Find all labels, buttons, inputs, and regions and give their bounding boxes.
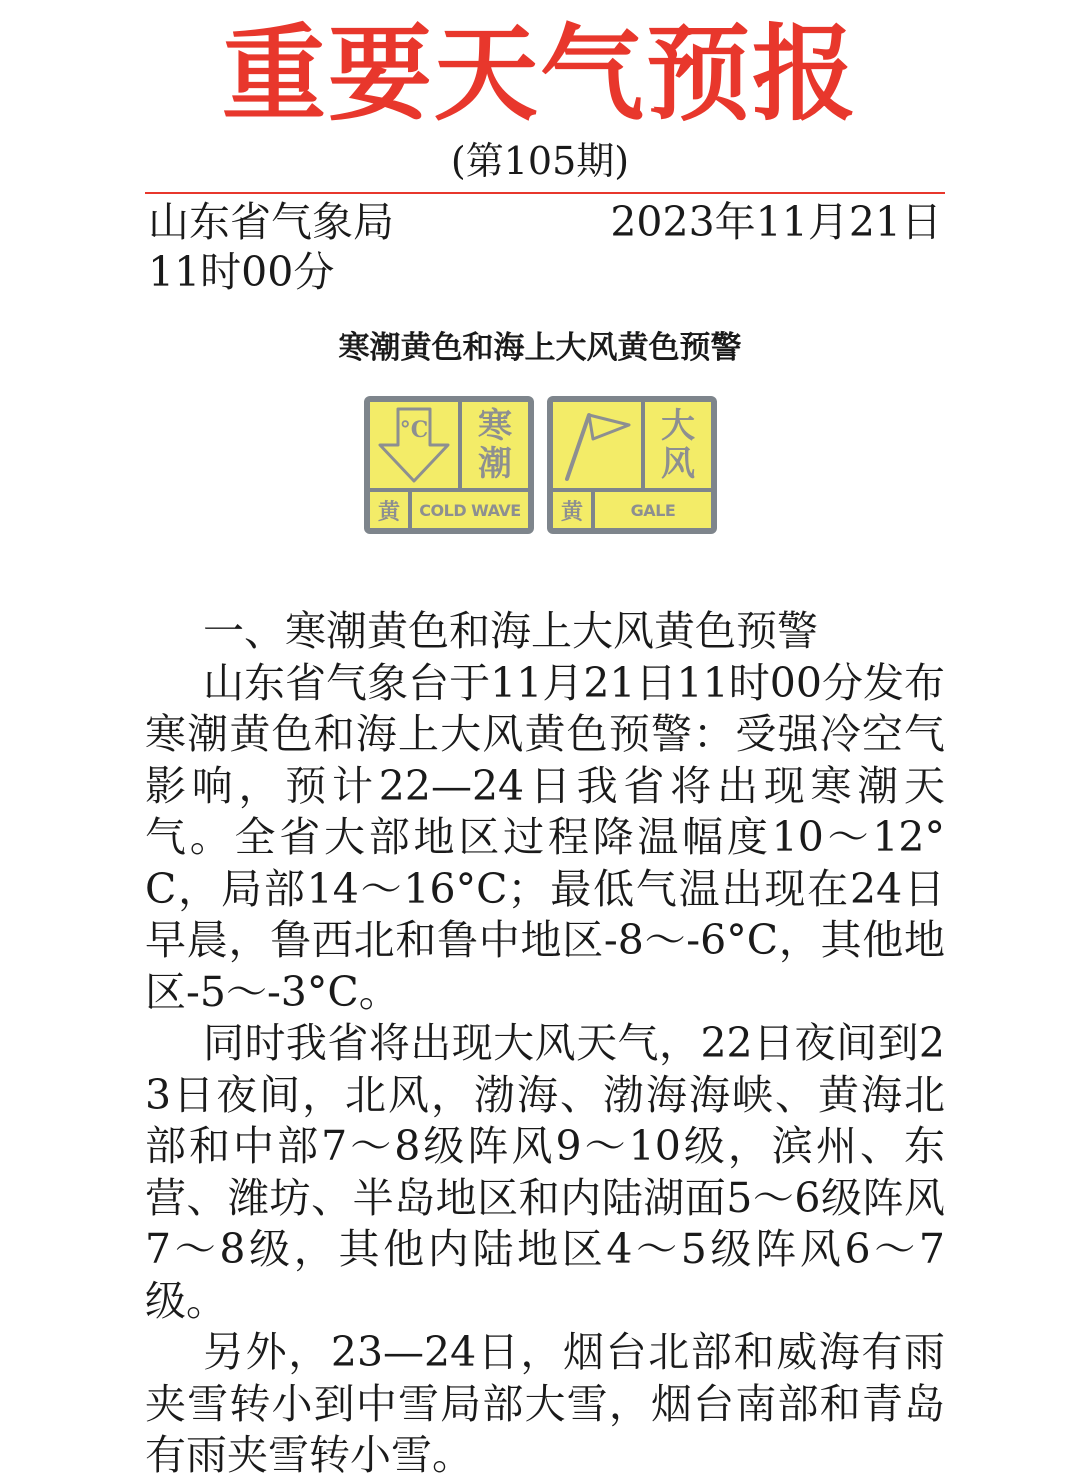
cold-wave-warning-sign xyxy=(364,396,534,534)
body-paragraph-1: 山东省气象台于11月21日11时00分发布寒潮黄色和海上大风黄色预警：受强冷空气影响，预计22—24日我省将出现寒潮天气。全省大部地区过程降温幅度10～12°C，局部14～16°C；最低气温出现在24日早晨，鲁西北和鲁中地区-8～-6°C，其他地区-5～-3°C。 xyxy=(145,658,945,1016)
issuing-agency: 山东省气象局 xyxy=(148,198,394,246)
temperature-down-arrow-icon xyxy=(370,402,458,488)
wind-flag-icon xyxy=(553,402,641,488)
masthead-divider xyxy=(145,192,945,194)
gale-name-line1: 大 xyxy=(661,406,695,446)
cold-wave-level: 黄 xyxy=(370,492,408,528)
issue-number: (第105期) xyxy=(450,139,630,183)
gale-warning-sign xyxy=(547,396,717,534)
cold-wave-name-line1: 寒 xyxy=(478,406,512,446)
cold-wave-name xyxy=(462,402,528,488)
gale-level: 黄 xyxy=(553,492,591,528)
degree-celsius-label: °C xyxy=(399,417,429,443)
forecast-body xyxy=(145,606,945,1482)
issue-time: 11时00分 xyxy=(148,248,335,296)
gale-english-label: GALE xyxy=(595,492,711,528)
section-title: 一、寒潮黄色和海上大风黄色预警 xyxy=(203,607,818,655)
cold-wave-name-line2: 潮 xyxy=(478,444,512,484)
body-paragraph-3: 另外，23—24日，烟台北部和威海有雨夹雪转小到中雪局部大雪，烟台南部和青岛有雨夹雪转小雪。 xyxy=(145,1328,945,1479)
gale-name-line2: 风 xyxy=(661,444,695,484)
gale-name xyxy=(645,402,711,488)
issue-date: 2023年11月21日 xyxy=(610,198,942,246)
cold-wave-english-label: COLD WAVE xyxy=(412,492,528,528)
warning-heading: 寒潮黄色和海上大风黄色预警 xyxy=(338,330,742,366)
masthead-title: 重要天气预报 xyxy=(221,13,858,135)
body-paragraph-2: 同时我省将出现大风天气，22日夜间到23日夜间，北风，渤海、渤海海峡、黄海北部和中部7～8级阵风9～10级，滨州、东营、潍坊、半岛地区和内陆湖面5～6级阵风7～8级，其他内陆地区4～5级阵风6～7级。 xyxy=(145,1019,945,1325)
